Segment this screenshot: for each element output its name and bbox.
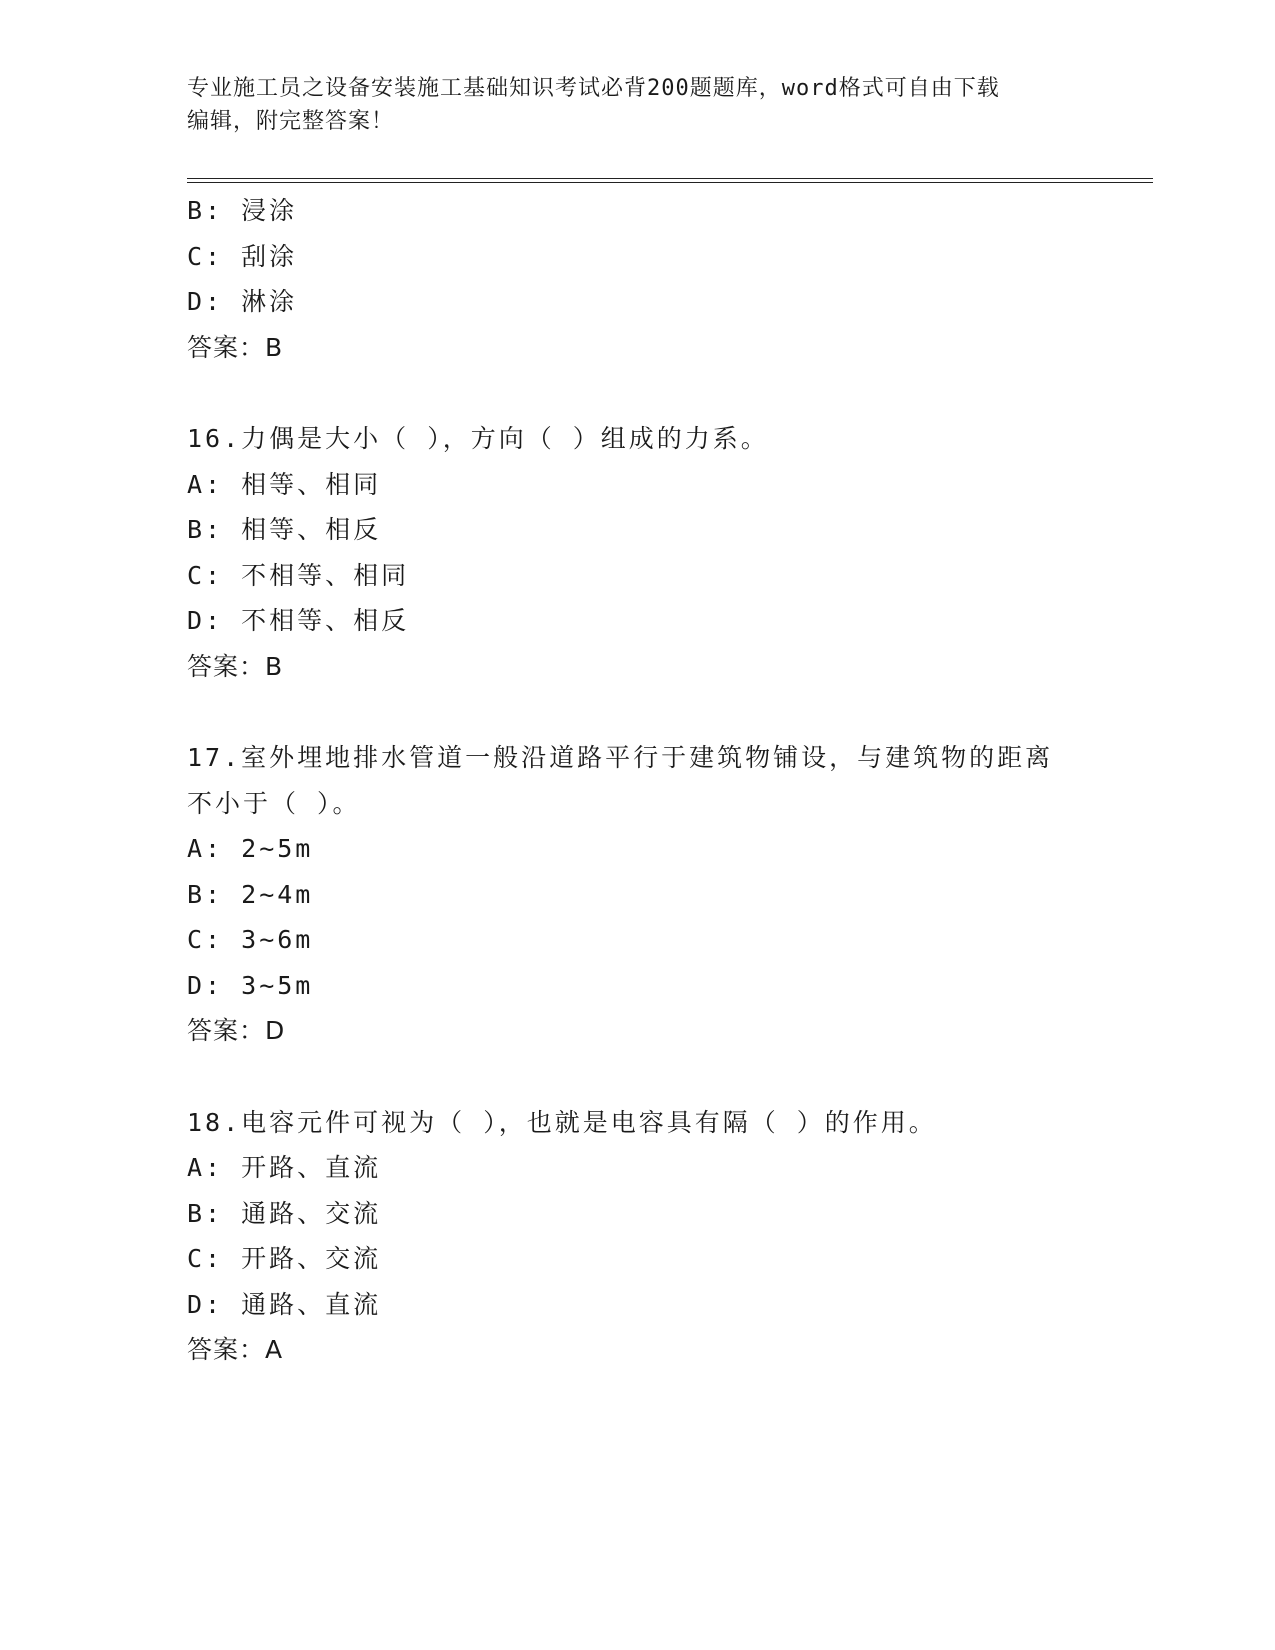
option-d: D: 淋涂 — [187, 287, 298, 316]
question-17 — [187, 735, 1087, 1054]
option-c: C: 不相等、相同 — [187, 560, 410, 590]
answer: 答案：B — [187, 651, 284, 681]
document-header — [187, 72, 1087, 138]
answer: 答案：D — [187, 1016, 286, 1045]
question-18 — [187, 1100, 1087, 1373]
option-a: A: 2~5m — [187, 834, 314, 863]
question-list — [187, 188, 1087, 1373]
option-b: B: 浸涂 — [187, 196, 298, 225]
option-b: B: 2~4m — [187, 879, 314, 909]
question-stem-line-1: 17.室外埋地排水管道一般沿道路平行于建筑物铺设，与建筑物的距离 — [187, 743, 1054, 772]
question-15 — [187, 188, 1087, 370]
header-rule-bottom — [187, 182, 1153, 183]
option-d: D: 不相等、相反 — [187, 606, 410, 635]
header-line-2: 编辑，附完整答案！ — [187, 109, 395, 134]
option-a: A: 相等、相同 — [187, 469, 382, 499]
header-rule-top — [187, 178, 1153, 179]
question-stem: 18.电容元件可视为（ ），也就是电容具有隔（ ）的作用。 — [187, 1107, 937, 1137]
option-d: D: 3~5m — [187, 970, 314, 1000]
option-b: B: 通路、交流 — [187, 1198, 382, 1228]
answer: 答案：A — [187, 1335, 284, 1364]
question-stem-line-2: 不小于（ ）。 — [187, 788, 361, 818]
question-16 — [187, 416, 1087, 689]
option-c: C: 刮涂 — [187, 241, 298, 271]
option-a: A: 开路、直流 — [187, 1153, 382, 1182]
option-d: D: 通路、直流 — [187, 1289, 382, 1319]
option-c: C: 3~6m — [187, 925, 314, 954]
header-line-1: 专业施工员之设备安装施工基础知识考试必背200题题库，word格式可自由下载 — [187, 76, 1000, 101]
answer: 答案：B — [187, 332, 284, 362]
option-c: C: 开路、交流 — [187, 1244, 382, 1273]
question-stem: 16.力偶是大小（ ），方向（ ）组成的力系。 — [187, 424, 769, 453]
option-b: B: 相等、相反 — [187, 515, 382, 544]
